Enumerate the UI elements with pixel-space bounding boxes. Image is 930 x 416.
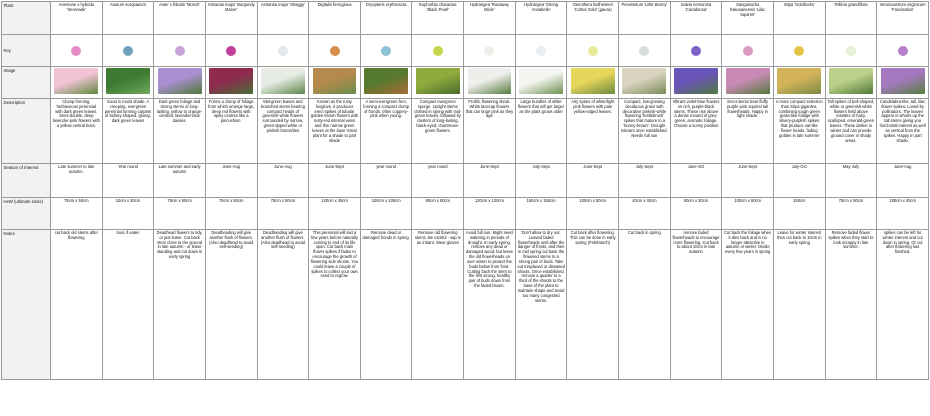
plant-description: Good in moist shade. A creeping, evergreen perennial forming carpets of kidney-shaped, glossy, dark green leaves <box>102 99 154 164</box>
plant-season: year round <box>412 164 464 198</box>
key-cell <box>154 35 206 67</box>
key-cell <box>825 35 877 67</box>
plant-notes: This perennial will last a few years before naturally coming to end of its life span. Cut back main flower spikes if fades to encourage the growth of flowering side shoots. You could leave a couple of spikes to collect your own seed to regrow. <box>309 230 361 380</box>
plant-name: Astrantia major 'Burgundy Manor' <box>205 2 257 35</box>
plant-photo <box>519 68 563 94</box>
plant-notes: cut back old stems after flowering <box>51 230 103 380</box>
plant-notes: Remove dead or damaged fronds in spring. <box>360 230 412 380</box>
row-header-plant: Plant <box>2 2 51 35</box>
plant-notes: Remove faded flower spikes when they start to look scrappy in late summer. <box>825 230 877 380</box>
key-color-dot <box>588 46 598 56</box>
key-cell <box>102 35 154 67</box>
plant-size: 150cm <box>773 198 825 230</box>
plant-notes: Cut back after flowering. This can be done in early spring (Feb/March) <box>567 230 619 380</box>
key-cell <box>773 35 825 67</box>
image-cell <box>670 67 722 99</box>
key-color-dot <box>71 46 81 56</box>
image-cell <box>619 67 671 99</box>
plant-name: Pennisetum 'Little Bunny' <box>619 2 671 35</box>
plant-size: 100cm x 50cm <box>567 198 619 230</box>
plant-name: Veronicastrum virginicum 'Fascination' <box>877 2 929 35</box>
row-description <box>2 99 929 164</box>
plant-name: Oenothera lindheimeri 'Cortes Gold' (gaura) <box>567 2 619 35</box>
plant-description: A more compact selection than Stipa gigantea, combining tough green grass-like foliage with silvery-purplish spikes that produce oat-like flower heads, fading golden in late summer <box>773 99 825 164</box>
key-color-dot <box>846 46 856 56</box>
plant-name: Dryopteris erythrosora <box>360 2 412 35</box>
plant-size: 10cm x 30cm <box>102 198 154 230</box>
image-cell <box>567 67 619 99</box>
plant-description: Compact, low-growing deciduous grass with decorative pinkish-white flowering 'bottlebrush' spikes that mature to a 'bunny-brown'. Drought tolerant once established. Needs full sun <box>619 99 671 164</box>
plant-photo <box>622 68 666 94</box>
plant-name: Asarum europaeum <box>102 2 154 35</box>
key-color-dot <box>639 46 649 56</box>
plant-description: Clump-forming, herbaceous perennial with dark green leaves. Semi-double, deep lavender-pink flowers with a yellow central boss. <box>51 99 103 164</box>
plant-notes: Deadhead flowers to tidy, or just leave. Cut back stem close to the ground in late autumn - or leave standing and cut down in early spring <box>154 230 206 380</box>
plant-description: Known as the rusty foxglove, it produces erect spikes of tubular golden-brown flowers with rusty-red internal veins and thin narrow green leaves at the base Great plant for a shade to part shade <box>309 99 361 164</box>
key-cell <box>309 35 361 67</box>
plant-photo <box>54 68 98 94</box>
plant-photo <box>777 68 821 94</box>
plant-photo <box>468 68 512 94</box>
plant-size: 80cm x 50cm <box>412 198 464 230</box>
plant-name: Hydrangea 'Strong Annabelle' <box>515 2 567 35</box>
key-cell <box>205 35 257 67</box>
plant-season: June-Sept <box>567 164 619 198</box>
key-cell <box>51 35 103 67</box>
plant-season: Year round <box>102 164 154 198</box>
plant-notes: Leave for winter interest then cut back to 10cm in early spring <box>773 230 825 380</box>
plant-size: 100cm x 60cm <box>722 198 774 230</box>
plant-size: 75cm x 50cm <box>205 198 257 230</box>
image-cell <box>205 67 257 99</box>
plant-season: May-July <box>825 164 877 198</box>
plant-photo <box>571 68 615 94</box>
plant-season: Late summer to late autumn. <box>51 164 103 198</box>
key-color-dot <box>123 46 133 56</box>
plant-photo <box>364 68 408 94</box>
plant-season: June-Sept <box>309 164 361 198</box>
plant-season: July-Sept <box>515 164 567 198</box>
plant-size: 150cm x 150cm <box>515 198 567 230</box>
image-cell <box>154 67 206 99</box>
row-image <box>2 67 929 99</box>
key-color-dot <box>226 46 236 56</box>
key-color-dot <box>278 46 288 56</box>
plant-photo <box>209 68 253 94</box>
plant-photo <box>829 68 873 94</box>
row-header-description: Description <box>2 99 51 164</box>
key-color-dot <box>330 46 340 56</box>
image-cell <box>257 67 309 99</box>
key-cell <box>722 35 774 67</box>
key-color-dot <box>536 46 546 56</box>
plant-name: Stipa 'Goldilocks' <box>773 2 825 35</box>
plant-notes: Deadheading will give another flush of flowers. (Also deadhead to avoid self-seeding) <box>257 230 309 380</box>
row-header-image: Image <box>2 67 51 99</box>
key-cell <box>619 35 671 67</box>
plant-size: 75cm x 50cm <box>154 198 206 230</box>
plant-size: 120cm x 45cm <box>309 198 361 230</box>
plant-season: June-Sept <box>464 164 516 198</box>
image-cell <box>825 67 877 99</box>
plant-size: 40cm x 40cm <box>619 198 671 230</box>
plant-season: June-Aug <box>257 164 309 198</box>
plant-description: Compact evergreen spurge. Upright stems clothed in spring with mid-green leaves, followed by clusters of long-lasting, black-eyed, chartreuse-green flowers. <box>412 99 464 164</box>
plant-name: Anemone x hybrida 'Serenade' <box>51 2 103 35</box>
key-color-dot <box>691 46 701 56</box>
key-cell <box>257 35 309 67</box>
plant-notes: Cut back in spring <box>619 230 671 380</box>
plant-size: 50cm x 30cm <box>670 198 722 230</box>
plant-notes: Don't allow to dry out. Leaved faded flowerheads until after the danger of frosts, and then in mid spring cut back the flowered stems to a strong pair of buds. Take out misplaced or diseased shoots. Once established, remove a quarter to a third of the shoots to the base of the plant to maintain shape and avoid too many congested stems. <box>515 230 567 380</box>
key-cell <box>412 35 464 67</box>
plant-season: July-Sept <box>619 164 671 198</box>
plant-notes: Deadheading will give another flush of flowers. (Also deadhead to avoid self-seeding) <box>205 230 257 380</box>
row-header-notes: Notes <box>2 230 51 380</box>
plant-description: Tall spikes of bell-shaped, white or greenish-white flowers held above rosettes of hairy, scalloped, emerald-green leaves. These darker in winter and can provide ground cover in shady areas. <box>825 99 877 164</box>
image-cell <box>515 67 567 99</box>
plant-season: June-Aug <box>205 164 257 198</box>
plant-size: 120cm x 120cm <box>464 198 516 230</box>
plant-table <box>1 1 929 380</box>
plant-season: June-Oct <box>670 164 722 198</box>
plant-description: Dark green foliage and strong stems of long-lasting, yellow to orange-centred, lavender-blue daisies. <box>154 99 206 164</box>
plant-description: Forms a clump of foliage from which emerge large, deep red flowers with spiky centres like a pincushion. <box>205 99 257 164</box>
key-cell <box>360 35 412 67</box>
row-header-hxw: HxW (ultimate sizes) <box>2 198 51 230</box>
plant-season: June-Aug <box>877 164 929 198</box>
key-color-dot <box>175 46 185 56</box>
row-plant <box>2 2 929 35</box>
key-cell <box>567 35 619 67</box>
plant-name: Aster x frikartii 'Monch' <box>154 2 206 35</box>
plant-description: Large bundles of white flowers that will get larger as the plant grows older <box>515 99 567 164</box>
plant-size: 100cm x 100cm <box>360 198 412 230</box>
image-cell <box>722 67 774 99</box>
plant-photo <box>416 68 460 94</box>
image-cell <box>102 67 154 99</box>
plant-description: Prolific flowering shrub. White lacecap flowers that can tinge pink as they age <box>464 99 516 164</box>
key-cell <box>464 35 516 67</box>
row-header-season: Season of Interest <box>2 164 51 198</box>
plant-season: Late summer and early autumn <box>154 164 206 198</box>
plant-name: Astrantia major 'Shaggy' <box>257 2 309 35</box>
plant-name: Salvia nemorosa 'Caradonna' <box>670 2 722 35</box>
plant-name: Tellima grandiflora <box>825 2 877 35</box>
plant-description: Airy spires of white/light pink flowers with pale yellow-edged leaves. <box>567 99 619 164</box>
key-cell <box>877 35 929 67</box>
row-notes <box>2 230 929 380</box>
plant-season: June-Sept <box>722 164 774 198</box>
plant-name: Sanguisorba hakusanensis 'Lilac Squirrel' <box>722 2 774 35</box>
image-cell <box>309 67 361 99</box>
plant-description: Candelabra-like, tall, lilac flower spikes. Loved by pollinators. The leaves appear in whorls up the tall stems giving you horizontal interest as well as vertical from the spikes. Happy in part shade. <box>877 99 929 164</box>
row-header-key: Key <box>2 35 51 67</box>
key-color-dot <box>433 46 443 56</box>
image-cell <box>51 67 103 99</box>
plant-photo <box>313 68 357 94</box>
plant-description: A semi-evergreen fern, forming a compact clump of fronds, often coppery-pink when young. <box>360 99 412 164</box>
plant-description: Erect stems bear fluffy purple pink squirrel tail flowerheads. Happy in light shade. <box>722 99 774 164</box>
plant-description: Mid-green leaves and branched stems bearing compact heads of greenish-white flowers surrounded by narrow, green-tipped white or pinkish bracts/ties <box>257 99 309 164</box>
plant-photo <box>158 68 202 94</box>
key-color-dot <box>484 46 494 56</box>
plant-notes: remove faded flowerheads to encourage more flowering. Cut back to about 10cm in late autumn <box>670 230 722 380</box>
plant-description: Vibrant violet-blue flowers on rich, purple-black stems. These rise above a dense mound of grey-green, aromatic foliage. Choose a sunny position <box>670 99 722 164</box>
plant-size: 180cm x 45cm <box>877 198 929 230</box>
plant-season: July-Oct <box>773 164 825 198</box>
plant-photo <box>261 68 305 94</box>
plant-size: 75cm x 50cm <box>825 198 877 230</box>
image-cell <box>877 67 929 99</box>
image-cell <box>773 67 825 99</box>
key-color-dot <box>794 46 804 56</box>
plant-size: 75cm x 50cm <box>51 198 103 230</box>
key-cell <box>670 35 722 67</box>
plant-notes: Avoid full sun. Might need watering in periods of drought. In early spring, remove any dead or damaged wood, but leave the old flowerheads on over winter to protect the buds below from frost. Cutting back the stem to the first strong, healthy pair of buds down from the faded bloom. <box>464 230 516 380</box>
plant-size: 75cm x 50cm <box>257 198 309 230</box>
key-color-dot <box>743 46 753 56</box>
plant-notes: Remove old flowering stems. Be careful - sap is an irritant. Wear gloves <box>412 230 464 380</box>
plant-notes: toxic if eaten <box>102 230 154 380</box>
plant-name: Digitalis ferruginea <box>309 2 361 35</box>
image-cell <box>360 67 412 99</box>
plant-photo <box>881 68 925 94</box>
plant-name: Hydrangea 'Runaway Bride' <box>464 2 516 35</box>
plant-photo <box>674 68 718 94</box>
plant-notes: Cut back the foliage when it dies back and is no longer attractive in autumn or winter. Divide every few years in spring <box>722 230 774 380</box>
image-cell <box>412 67 464 99</box>
plant-photo <box>106 68 150 94</box>
row-key <box>2 35 929 67</box>
row-season <box>2 164 929 198</box>
key-color-dot <box>381 46 391 56</box>
plant-photo <box>726 68 770 94</box>
image-cell <box>464 67 516 99</box>
key-cell <box>515 35 567 67</box>
plant-season: year round <box>360 164 412 198</box>
plant-name: Euphorbia characias 'Black Pearl' <box>412 2 464 35</box>
key-color-dot <box>898 46 908 56</box>
plant-notes: spikes can be left for winter interest and cut down in spring. Or cut after flowering has finished. <box>877 230 929 380</box>
row-hxw <box>2 198 929 230</box>
